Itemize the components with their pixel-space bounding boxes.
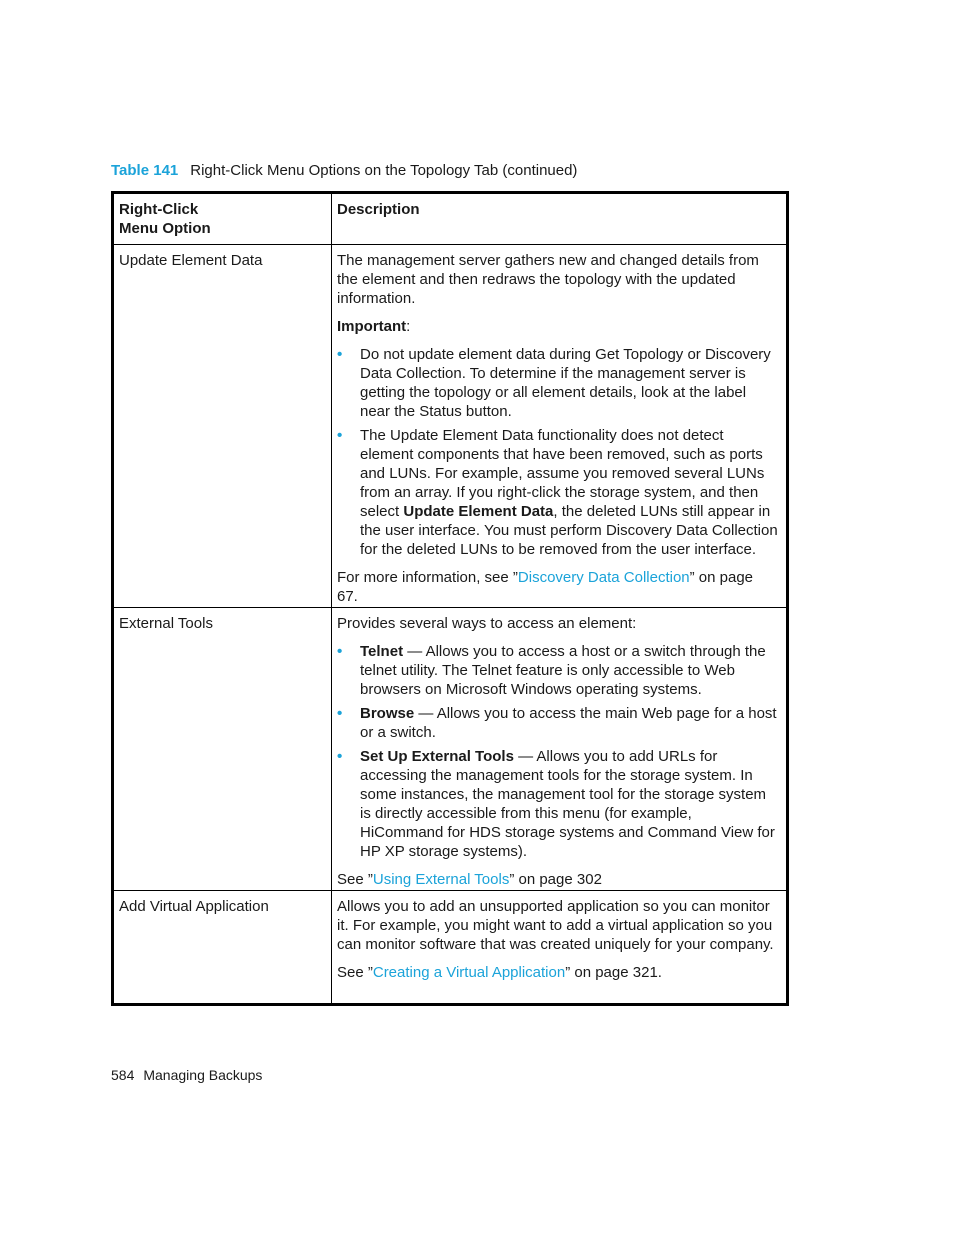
see-prefix: See ” [337, 871, 373, 888]
list-item [337, 704, 778, 742]
bullet-icon: • [337, 748, 343, 765]
bullet-text: — Allows you to access the main Web page for a host or a switch. [360, 705, 777, 741]
bullet-bold-text: Set Up External Tools [360, 748, 514, 765]
option-label: External Tools [119, 615, 213, 632]
bullet-text: — Allows you to access a host or a switch through the telnet utility. The Telnet feature is only accessible to Web browsers on Microsoft Windows operating systems. [360, 643, 766, 698]
option-label: Add Virtual Application [119, 898, 269, 915]
table-row [114, 890, 786, 1003]
table-row [114, 607, 786, 890]
header-option-line1: Right-Click [119, 201, 199, 218]
table-row [114, 244, 786, 607]
important-colon: : [406, 318, 411, 335]
page-number: 584 [111, 1067, 135, 1083]
tools-list [337, 642, 778, 861]
see-also [337, 963, 778, 982]
table-header-row [114, 194, 786, 244]
see-suffix: ” on page 321. [565, 964, 662, 981]
option-cell [114, 245, 332, 607]
header-option-line2: Menu Option [119, 220, 211, 237]
table-title: Right-Click Menu Options on the Topology Tab (continued) [190, 162, 578, 179]
table-caption [111, 162, 577, 179]
using-external-tools-link[interactable]: Using External Tools [372, 871, 510, 888]
see-prefix: See ” [337, 964, 373, 981]
list-item [337, 642, 778, 699]
page-footer [111, 1067, 262, 1083]
list-item [337, 426, 778, 559]
more-info-prefix: For more information, see ” [337, 569, 518, 586]
bullet-icon: • [337, 427, 343, 444]
list-item [337, 747, 778, 861]
description-cell [332, 891, 786, 1003]
table-number: Table 141 [111, 162, 179, 179]
description-intro: The management server gathers new and changed details from the element and then redraws the topology with the updated information. [337, 252, 759, 307]
option-cell [114, 891, 332, 1003]
header-cell-option [114, 194, 332, 244]
more-info [337, 568, 778, 606]
description-cell [332, 608, 786, 890]
important-label: Important [337, 318, 407, 335]
bullet-icon: • [337, 643, 343, 660]
header-cell-description [332, 194, 786, 244]
discovery-data-collection-link[interactable]: Discovery Data Collection [517, 569, 690, 586]
bullet-text: Do not update element data during Get Topology or Discovery Data Collection. To determine if the management server is getting the topology or all element details, look at the label near the Status button. [360, 346, 771, 420]
bullet-bold-text: Update Element Data [403, 503, 554, 520]
footer-section: Managing Backups [143, 1067, 263, 1083]
see-suffix: ” on page 302 [509, 871, 602, 888]
bullet-text: The Update Element Data functionality does not detect element components that have been removed, such as ports and LUNs. For example, assume you removed several LUNs from an array. If you right-click the storage system, and then select [360, 427, 765, 520]
description-intro: Allows you to add an unsupported application so you can monitor it. For example, you might want to add a virtual application so you can monitor software that was created uniquely for your company. [337, 898, 774, 953]
see-also [337, 870, 778, 889]
important-note [337, 317, 778, 336]
list-item [337, 345, 778, 421]
options-table [111, 191, 789, 1006]
bullet-text: — Allows you to add URLs for accessing the management tools for the storage system. In some instances, the management tool for the storage system is directly accessible from this menu (for example, HiCommand for HDS storage systems and Command View for HP XP storage systems). [360, 748, 775, 860]
option-cell [114, 608, 332, 890]
header-description: Description [337, 201, 420, 218]
more-info-suffix: ” on page 67. [337, 569, 754, 605]
bullet-text: , the deleted LUNs still appear in the user interface. You must perform Discovery Data Collection for the deleted LUNs to be removed from the user interface. [360, 503, 778, 558]
important-list [337, 345, 778, 559]
creating-virtual-application-link[interactable]: Creating a Virtual Application [372, 964, 566, 981]
description-cell [332, 245, 786, 607]
description-intro: Provides several ways to access an element: [337, 615, 637, 632]
bullet-bold-text: Browse [360, 705, 415, 722]
option-label: Update Element Data [119, 252, 263, 269]
bullet-icon: • [337, 705, 343, 722]
bullet-bold-text: Telnet [360, 643, 404, 660]
bullet-icon: • [337, 346, 343, 363]
